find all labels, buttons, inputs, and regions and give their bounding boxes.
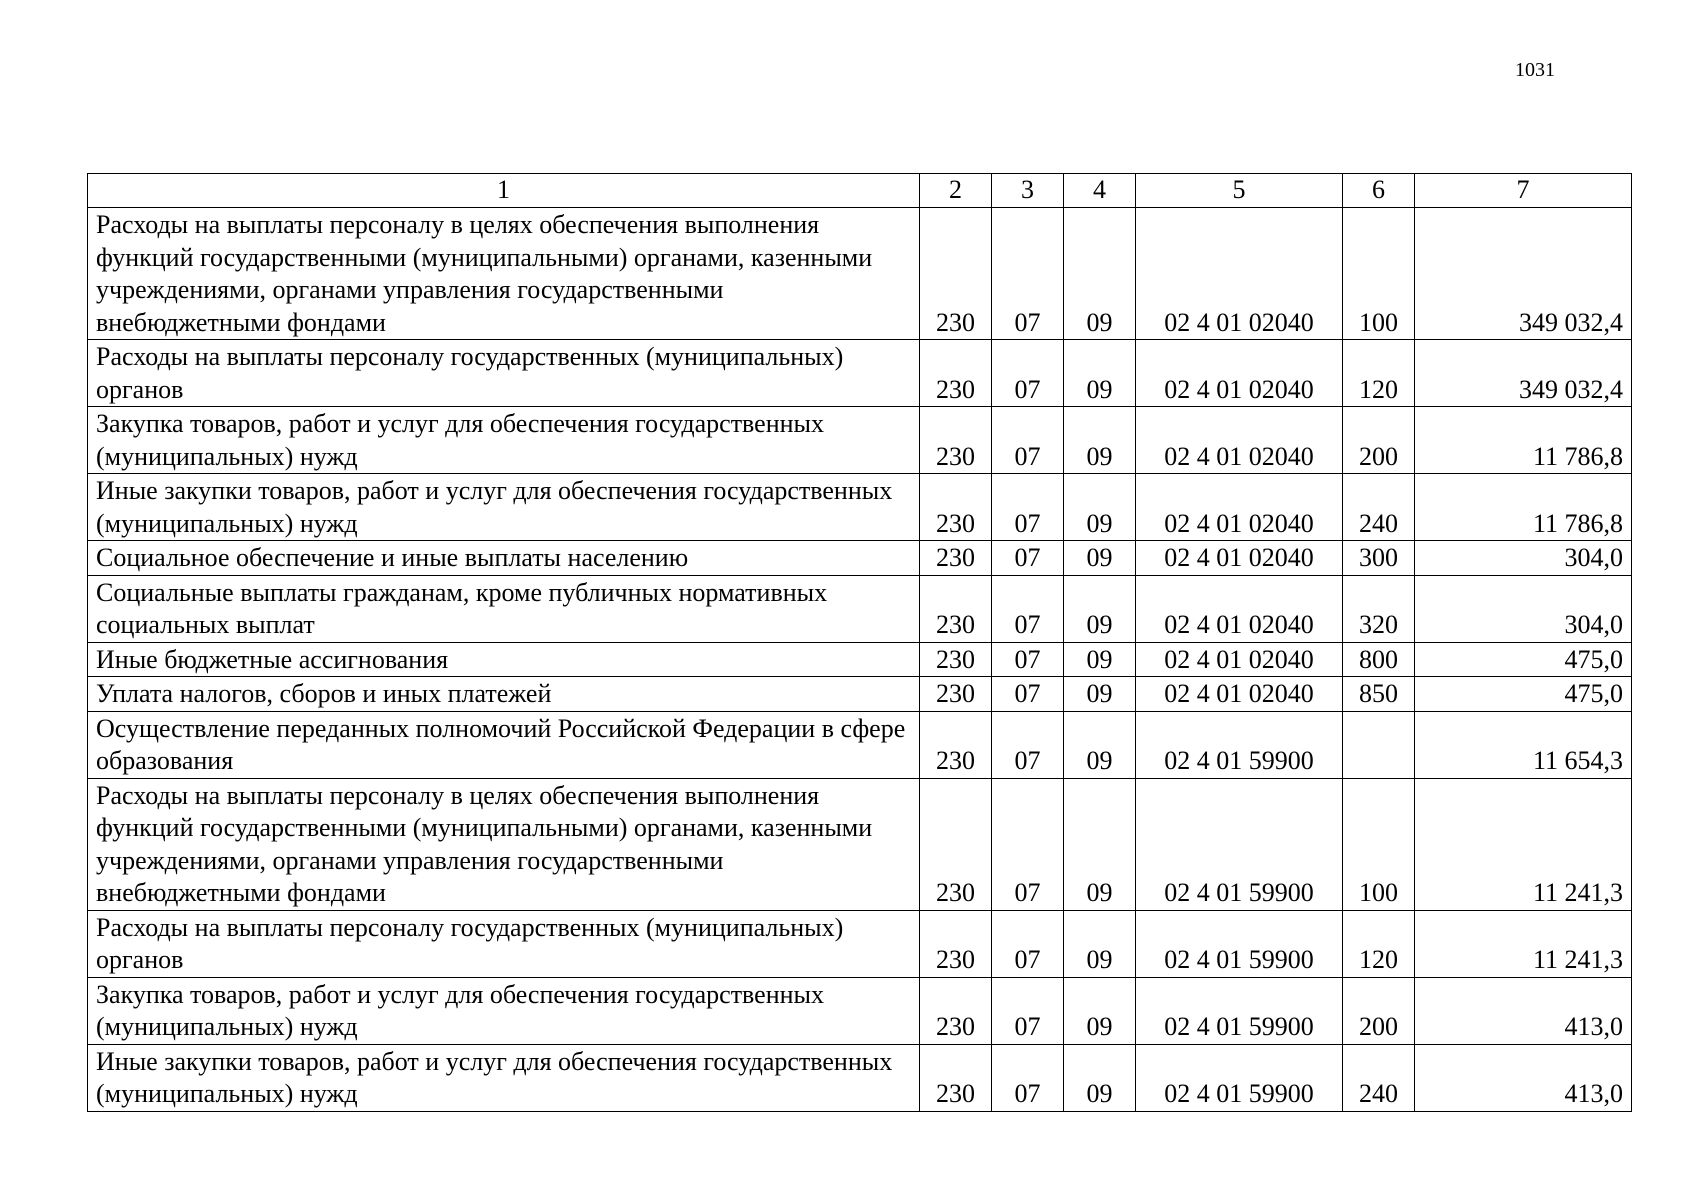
table-row — [88, 208, 1632, 340]
row-col-2-cell: 230 — [920, 677, 992, 712]
row-col-3-cell: 07 — [992, 1044, 1064, 1111]
header-col-6: 6 — [1343, 174, 1415, 208]
row-col-7-cell: 475,0 — [1415, 642, 1632, 677]
row-name-cell: Иные закупки товаров, работ и услуг для обеспечения государственных (муниципальных) нужд — [88, 1044, 920, 1111]
row-col-5-cell: 02 4 01 02040 — [1136, 340, 1343, 407]
row-col-2-cell: 230 — [920, 208, 992, 340]
row-col-4-cell: 09 — [1064, 541, 1136, 576]
budget-table — [87, 173, 1632, 1112]
row-col-6-cell: 200 — [1343, 407, 1415, 474]
row-col-7-cell: 349 032,4 — [1415, 340, 1632, 407]
row-col-7-cell: 11 786,8 — [1415, 474, 1632, 541]
row-col-6-cell: 120 — [1343, 340, 1415, 407]
row-col-6-cell: 800 — [1343, 642, 1415, 677]
row-col-5-cell: 02 4 01 59900 — [1136, 711, 1343, 778]
row-col-4-cell: 09 — [1064, 778, 1136, 910]
row-col-5-cell: 02 4 01 59900 — [1136, 977, 1343, 1044]
row-col-6-cell: 320 — [1343, 575, 1415, 642]
row-col-3-cell: 07 — [992, 575, 1064, 642]
table-row — [88, 910, 1632, 977]
row-col-2-cell: 230 — [920, 1044, 992, 1111]
row-col-3-cell: 07 — [992, 910, 1064, 977]
row-col-3-cell: 07 — [992, 208, 1064, 340]
table-row — [88, 541, 1632, 576]
table-row — [88, 1044, 1632, 1111]
row-col-2-cell: 230 — [920, 541, 992, 576]
row-col-5-cell: 02 4 01 02040 — [1136, 541, 1343, 576]
row-col-2-cell: 230 — [920, 575, 992, 642]
row-col-2-cell: 230 — [920, 778, 992, 910]
row-name-cell: Уплата налогов, сборов и иных платежей — [88, 677, 920, 712]
row-col-7-cell: 475,0 — [1415, 677, 1632, 712]
header-col-1: 1 — [88, 174, 920, 208]
row-name-cell: Иные бюджетные ассигнования — [88, 642, 920, 677]
row-col-6-cell: 240 — [1343, 474, 1415, 541]
row-col-4-cell: 09 — [1064, 340, 1136, 407]
row-col-4-cell: 09 — [1064, 407, 1136, 474]
row-col-2-cell: 230 — [920, 910, 992, 977]
row-col-7-cell: 11 654,3 — [1415, 711, 1632, 778]
row-col-4-cell: 09 — [1064, 910, 1136, 977]
row-col-2-cell: 230 — [920, 474, 992, 541]
row-col-6-cell: 240 — [1343, 1044, 1415, 1111]
table-header-row — [88, 174, 1632, 208]
row-col-5-cell: 02 4 01 02040 — [1136, 575, 1343, 642]
row-col-6-cell — [1343, 711, 1415, 778]
row-name-cell: Социальное обеспечение и иные выплаты населению — [88, 541, 920, 576]
row-col-7-cell: 11 786,8 — [1415, 407, 1632, 474]
row-col-4-cell: 09 — [1064, 575, 1136, 642]
row-col-2-cell: 230 — [920, 711, 992, 778]
row-col-6-cell: 100 — [1343, 208, 1415, 340]
row-col-5-cell: 02 4 01 02040 — [1136, 407, 1343, 474]
table-row — [88, 778, 1632, 910]
row-col-4-cell: 09 — [1064, 677, 1136, 712]
row-name-cell: Иные закупки товаров, работ и услуг для обеспечения государственных (муниципальных) нужд — [88, 474, 920, 541]
row-col-2-cell: 230 — [920, 407, 992, 474]
row-name-cell: Расходы на выплаты персоналу государственных (муниципальных) органов — [88, 340, 920, 407]
row-col-7-cell: 413,0 — [1415, 977, 1632, 1044]
row-col-5-cell: 02 4 01 59900 — [1136, 778, 1343, 910]
table-row — [88, 642, 1632, 677]
row-name-cell: Расходы на выплаты персоналу государственных (муниципальных) органов — [88, 910, 920, 977]
row-col-2-cell: 230 — [920, 977, 992, 1044]
row-col-6-cell: 120 — [1343, 910, 1415, 977]
row-col-7-cell: 304,0 — [1415, 541, 1632, 576]
row-col-3-cell: 07 — [992, 340, 1064, 407]
row-col-6-cell: 100 — [1343, 778, 1415, 910]
row-col-3-cell: 07 — [992, 642, 1064, 677]
row-col-7-cell: 349 032,4 — [1415, 208, 1632, 340]
row-col-5-cell: 02 4 01 02040 — [1136, 208, 1343, 340]
header-col-3: 3 — [992, 174, 1064, 208]
row-col-4-cell: 09 — [1064, 642, 1136, 677]
header-col-2: 2 — [920, 174, 992, 208]
row-col-7-cell: 11 241,3 — [1415, 910, 1632, 977]
page-number: 1031 — [1515, 59, 1555, 81]
row-col-4-cell: 09 — [1064, 977, 1136, 1044]
row-col-3-cell: 07 — [992, 977, 1064, 1044]
row-name-cell: Закупка товаров, работ и услуг для обеспечения государственных (муниципальных) нужд — [88, 977, 920, 1044]
table-row — [88, 711, 1632, 778]
table-row — [88, 575, 1632, 642]
row-col-5-cell: 02 4 01 02040 — [1136, 474, 1343, 541]
row-col-4-cell: 09 — [1064, 208, 1136, 340]
row-col-3-cell: 07 — [992, 541, 1064, 576]
table-row — [88, 340, 1632, 407]
row-name-cell: Осуществление переданных полномочий Российской Федерации в сфере образования — [88, 711, 920, 778]
row-col-6-cell: 200 — [1343, 977, 1415, 1044]
row-col-5-cell: 02 4 01 59900 — [1136, 910, 1343, 977]
row-name-cell: Социальные выплаты гражданам, кроме публичных нормативных социальных выплат — [88, 575, 920, 642]
row-col-6-cell: 850 — [1343, 677, 1415, 712]
row-col-5-cell: 02 4 01 02040 — [1136, 677, 1343, 712]
table-row — [88, 977, 1632, 1044]
table-row — [88, 407, 1632, 474]
row-col-3-cell: 07 — [992, 677, 1064, 712]
row-name-cell: Закупка товаров, работ и услуг для обеспечения государственных (муниципальных) нужд — [88, 407, 920, 474]
row-col-4-cell: 09 — [1064, 1044, 1136, 1111]
row-col-4-cell: 09 — [1064, 711, 1136, 778]
table-row — [88, 474, 1632, 541]
row-col-5-cell: 02 4 01 02040 — [1136, 642, 1343, 677]
row-col-3-cell: 07 — [992, 778, 1064, 910]
row-col-5-cell: 02 4 01 59900 — [1136, 1044, 1343, 1111]
row-col-3-cell: 07 — [992, 407, 1064, 474]
row-col-7-cell: 413,0 — [1415, 1044, 1632, 1111]
row-name-cell: Расходы на выплаты персоналу в целях обеспечения выполнения функций государственными (муниципальными) органами, казенными учреждениями, органами управления государственными внебюджетными фондами — [88, 778, 920, 910]
row-col-2-cell: 230 — [920, 340, 992, 407]
header-col-4: 4 — [1064, 174, 1136, 208]
header-col-7: 7 — [1415, 174, 1632, 208]
table-row — [88, 677, 1632, 712]
row-col-3-cell: 07 — [992, 711, 1064, 778]
row-col-3-cell: 07 — [992, 474, 1064, 541]
row-col-7-cell: 11 241,3 — [1415, 778, 1632, 910]
row-name-cell: Расходы на выплаты персоналу в целях обеспечения выполнения функций государственными (муниципальными) органами, казенными учреждениями, органами управления государственными внебюджетными фондами — [88, 208, 920, 340]
row-col-6-cell: 300 — [1343, 541, 1415, 576]
row-col-7-cell: 304,0 — [1415, 575, 1632, 642]
row-col-2-cell: 230 — [920, 642, 992, 677]
header-col-5: 5 — [1136, 174, 1343, 208]
row-col-4-cell: 09 — [1064, 474, 1136, 541]
